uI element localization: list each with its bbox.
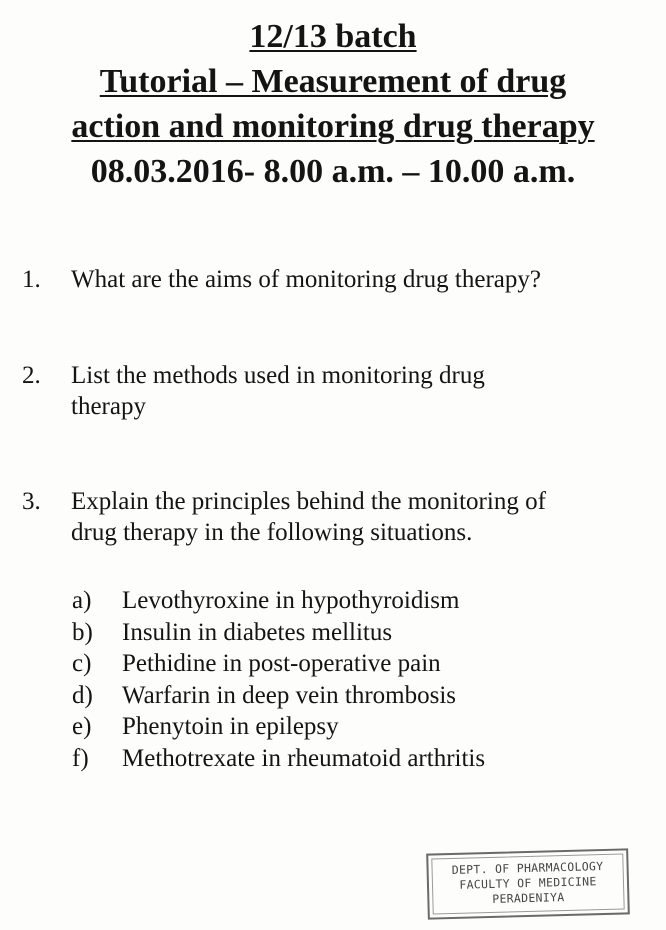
batch-heading: 12/13 batch: [249, 18, 417, 55]
stamp-line-university: PERADENIYA: [492, 890, 565, 906]
question-text-line: therapy: [71, 393, 146, 420]
title-line-1: Tutorial – Measurement of drug: [99, 63, 567, 100]
item-text: Pethidine in post-operative pain: [122, 650, 441, 677]
item-letter: a): [72, 587, 92, 614]
question-number: 1.: [22, 266, 41, 293]
title-line-2: action and monitoring drug therapy: [71, 108, 595, 145]
question-number: 3.: [22, 488, 41, 515]
stamp-line-department: DEPT. OF PHARMACOLOGY: [451, 859, 604, 877]
stamp-line-faculty: FACULTY OF MEDICINE: [459, 874, 597, 892]
list-item: [72, 585, 485, 617]
item-text: Phenytoin in epilepsy: [122, 713, 339, 740]
item-letter: d): [72, 681, 93, 709]
question-text-line: Explain the principles behind the monitoring of: [71, 488, 546, 515]
list-item: [72, 743, 485, 775]
item-text: Insulin in diabetes mellitus: [122, 618, 393, 646]
item-text: Warfarin in deep vein thrombosis: [122, 681, 457, 709]
item-text: Methotrexate in rheumatoid arthritis: [122, 744, 486, 772]
session-datetime: 08.03.2016- 8.00 a.m. – 10.00 a.m.: [90, 153, 576, 190]
list-item: [72, 680, 485, 712]
item-letter: e): [72, 713, 92, 740]
question-text-line: List the methods used in monitoring drug: [71, 362, 485, 389]
list-item: [72, 617, 485, 649]
list-item: [72, 648, 485, 680]
question-number: 2.: [22, 362, 41, 389]
document-header: [0, 14, 666, 194]
question-text-line: drug therapy in the following situations.: [71, 519, 473, 546]
item-letter: f): [72, 744, 89, 772]
department-stamp: [426, 848, 630, 919]
list-item: [72, 711, 485, 743]
question-text: What are the aims of monitoring drug therapy?: [71, 266, 541, 293]
item-letter: b): [72, 618, 93, 646]
situations-list: [72, 585, 485, 774]
item-letter: c): [72, 650, 92, 677]
item-text: Levothyroxine in hypothyroidism: [122, 587, 460, 614]
